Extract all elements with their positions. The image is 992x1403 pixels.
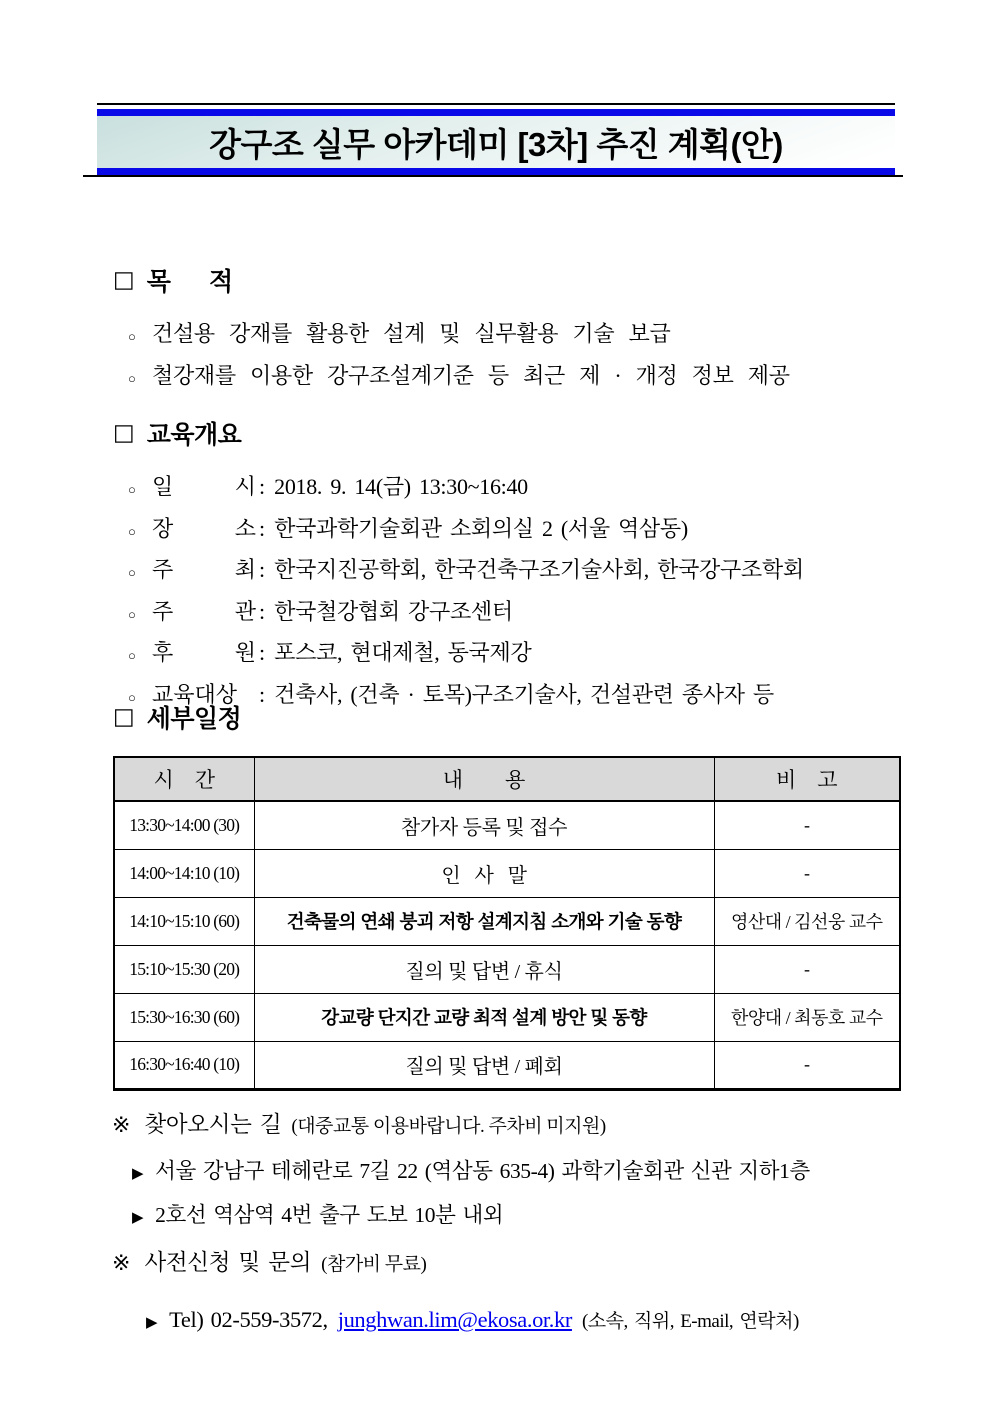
square-bullet-icon: □ xyxy=(113,419,135,446)
banner-body xyxy=(97,109,895,175)
schedule-time: 14:10~15:10 (60) xyxy=(114,897,254,945)
purpose-heading: 목 적 xyxy=(146,268,233,296)
col-header-note: 비 고 xyxy=(714,757,900,801)
overview-item-date xyxy=(113,468,899,510)
table-row xyxy=(114,849,900,897)
schedule-header-row xyxy=(114,757,900,801)
directions-lines xyxy=(112,1151,952,1239)
section-schedule xyxy=(113,702,899,1091)
schedule-time: 16:30~16:40 (10) xyxy=(114,1041,254,1089)
directions-address-line xyxy=(132,1151,952,1195)
triangle-bullet-icon: ▶ xyxy=(132,1210,144,1226)
directions-subnote: (대중교통 이용바랍니다. 주차비 미지원) xyxy=(291,1116,606,1137)
circle-bullet-icon: ○ xyxy=(128,606,136,622)
table-row xyxy=(114,801,900,849)
schedule-table xyxy=(113,756,901,1091)
banner-bottom-rule xyxy=(83,175,903,177)
schedule-content: 질의 및 답변 / 휴식 xyxy=(254,945,714,993)
schedule-content: 질의 및 답변 / 폐회 xyxy=(254,1041,714,1089)
registration-subnote: (참가비 무료) xyxy=(321,1254,427,1275)
schedule-note: 한양대 / 최동호 교수 xyxy=(714,993,900,1041)
overview-value: 2018. 9. 14(금) 13:30~16:40 xyxy=(274,474,528,499)
circle-bullet-icon: ○ xyxy=(128,329,136,344)
overview-label: 후 원 xyxy=(152,640,256,665)
circle-bullet-icon: ○ xyxy=(128,648,136,663)
overview-value: 한국철강협회 강구조센터 xyxy=(274,598,513,624)
title-banner xyxy=(97,103,895,177)
directions-subway-line xyxy=(132,1195,952,1239)
overview-label: 주 최 xyxy=(152,557,256,582)
registration-note xyxy=(112,1248,952,1344)
overview-colon: : xyxy=(259,515,266,541)
overview-colon: : xyxy=(259,557,266,582)
section-overview xyxy=(113,418,899,717)
overview-item-venue xyxy=(113,510,899,552)
overview-colon: : xyxy=(259,640,266,665)
col-header-time: 시 간 xyxy=(114,757,254,801)
overview-label: 장 소 xyxy=(152,515,256,541)
overview-item-organizer xyxy=(113,593,899,635)
triangle-bullet-icon: ▶ xyxy=(132,1166,144,1182)
circle-bullet-icon: ○ xyxy=(128,565,136,580)
overview-value: 한국과학기술회관 소회의실 2 (서울 역삼동) xyxy=(274,515,688,541)
schedule-note: - xyxy=(714,945,900,993)
purpose-item xyxy=(113,357,899,399)
contact-fields-note: (소속, 직위, E-mail, 연락처) xyxy=(581,1311,799,1332)
tel-text: Tel) 02-559-3572, xyxy=(169,1307,328,1332)
subway-text: 2호선 역삼역 4번 출구 도보 10분 내외 xyxy=(155,1203,504,1227)
overview-colon: : xyxy=(259,681,266,707)
schedule-heading: 세부일정 xyxy=(146,705,242,733)
schedule-heading-row xyxy=(113,702,899,732)
overview-heading-row xyxy=(113,418,899,448)
circle-bullet-icon: ○ xyxy=(128,482,136,497)
registration-title: 사전신청 및 문의 xyxy=(144,1250,312,1275)
circle-bullet-icon: ○ xyxy=(128,523,136,539)
overview-label: 일 시 xyxy=(152,474,256,499)
overview-heading: 교육개요 xyxy=(146,421,242,449)
overview-label: 교육대상 xyxy=(152,681,238,707)
overview-list xyxy=(113,468,899,717)
square-bullet-icon: □ xyxy=(113,703,135,730)
address-text: 서울 강남구 테헤란로 7길 22 (역삼동 635-4) 과학기술회관 신관 지하1층 xyxy=(155,1159,810,1183)
table-row xyxy=(114,897,900,945)
section-purpose xyxy=(113,265,899,398)
schedule-note: 영산대 / 김선웅 교수 xyxy=(714,897,900,945)
banner-top-rule xyxy=(97,103,895,105)
circle-bullet-icon: ○ xyxy=(128,370,136,386)
purpose-list xyxy=(113,315,899,398)
page-title: 강구조 실무 아카데미 [3차] 추진 계획(안) xyxy=(209,125,783,163)
email-link[interactable]: junghwan.lim@ekosa.or.kr xyxy=(337,1307,572,1332)
schedule-note: - xyxy=(714,801,900,849)
directions-heading-row xyxy=(112,1110,952,1142)
purpose-heading-row xyxy=(113,265,899,295)
schedule-time: 15:30~16:30 (60) xyxy=(114,993,254,1041)
col-header-content: 내 용 xyxy=(254,757,714,801)
registration-heading-row xyxy=(112,1248,952,1280)
triangle-bullet-icon: ▶ xyxy=(146,1315,158,1331)
circle-bullet-icon: ○ xyxy=(128,689,136,705)
overview-value: 한국지진공학회, 한국건축구조기술사회, 한국강구조학회 xyxy=(274,557,804,582)
schedule-time: 13:30~14:00 (30) xyxy=(114,801,254,849)
overview-item-host xyxy=(113,551,899,593)
directions-note xyxy=(112,1110,952,1239)
reference-mark-icon: ※ xyxy=(112,1250,131,1275)
schedule-time: 15:10~15:30 (20) xyxy=(114,945,254,993)
table-row xyxy=(114,945,900,993)
table-row xyxy=(114,1041,900,1089)
schedule-time: 14:00~14:10 (10) xyxy=(114,849,254,897)
overview-colon: : xyxy=(259,598,266,624)
reference-mark-icon: ※ xyxy=(112,1112,131,1137)
schedule-content: 강교량 단지간 교량 최적 설계 방안 및 동향 xyxy=(254,993,714,1041)
schedule-note: - xyxy=(714,1041,900,1089)
schedule-content: 인 사 말 xyxy=(254,849,714,897)
purpose-item-text: 건설용 강재를 활용한 설계 및 실무활용 기술 보급 xyxy=(152,321,671,346)
overview-colon: : xyxy=(259,474,266,499)
contact-line xyxy=(146,1299,952,1344)
purpose-item-text: 철강재를 이용한 강구조설계기준 등 최근 제 · 개정 정보 제공 xyxy=(152,362,790,388)
overview-item-sponsor xyxy=(113,634,899,676)
schedule-content: 참가자 등록 및 접수 xyxy=(254,801,714,849)
directions-title: 찾아오시는 길 xyxy=(144,1112,282,1137)
overview-label: 주 관 xyxy=(152,598,256,624)
table-row xyxy=(114,993,900,1041)
square-bullet-icon: □ xyxy=(113,266,135,293)
schedule-content: 건축물의 연쇄 붕괴 저항 설계지침 소개와 기술 동향 xyxy=(254,897,714,945)
overview-value: 포스코, 현대제철, 동국제강 xyxy=(274,640,532,665)
schedule-note: - xyxy=(714,849,900,897)
purpose-item xyxy=(113,315,899,357)
overview-value: 건축사, (건축 · 토목)구조기술사, 건설관련 종사자 등 xyxy=(274,681,774,707)
